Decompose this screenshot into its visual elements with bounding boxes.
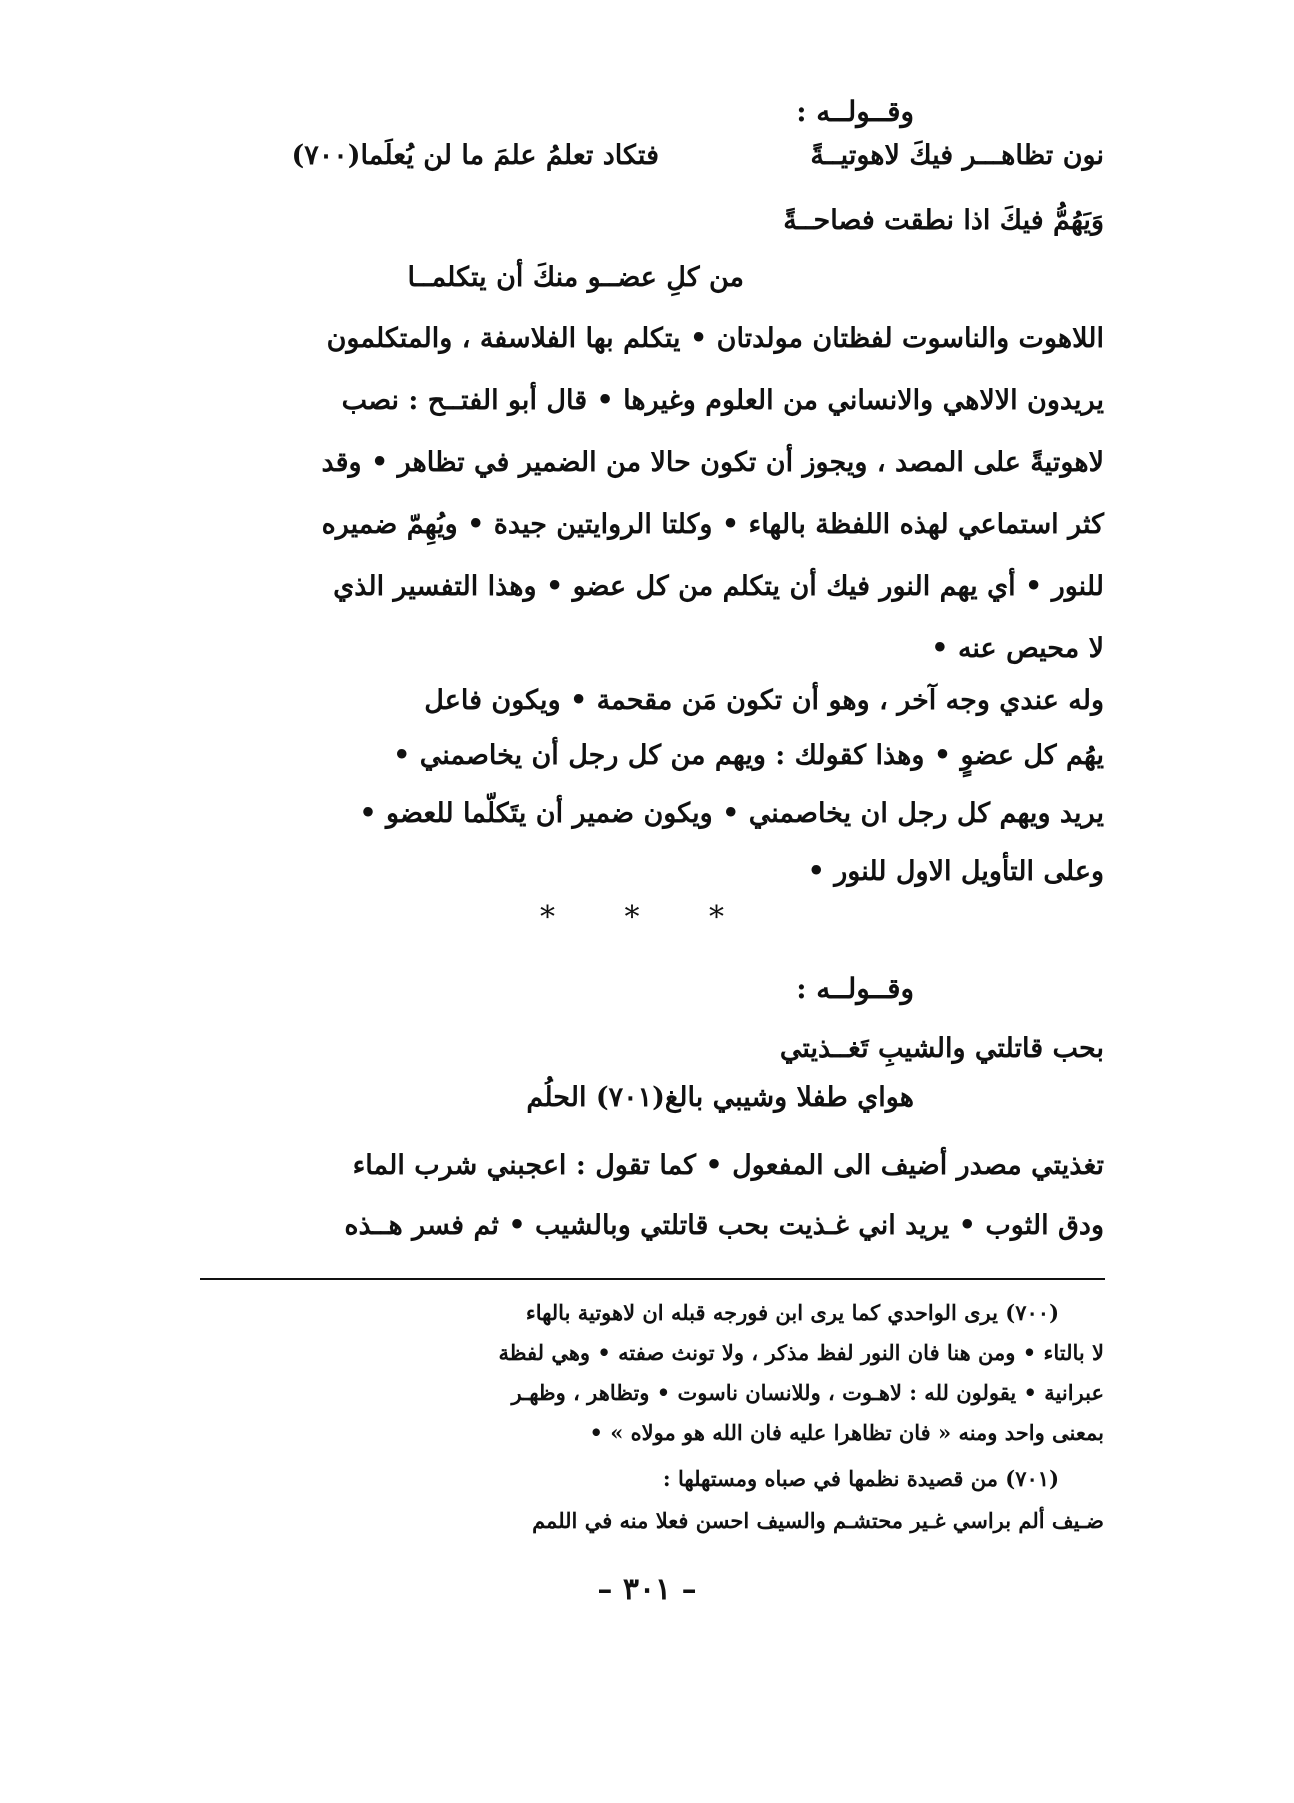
commentary-line: لاهوتيةً على المصد ، ويجوز أن تكون حالا من الضمير في تظاهر • وقد [321,447,1104,478]
commentary-line: وله عندي وجه آخر ، وهو أن تكون مَن مقحمة • ويكون فاعل [424,685,1104,716]
footnote-line: عبرانية • يقولون لله : لاهـوت ، وللانسان ناسوت • وتظاهر ، وظهـر [511,1380,1104,1405]
commentary-line: اللاهوت والناسوت لفظتان مولدتان • يتكلم بها الفلاسفة ، والمتكلمون [326,323,1104,354]
section-separator: * * * [539,900,755,935]
footnote-line: ضـيف ألم براسي غـير محتشـم والسيف احسن فعلا منه في اللمم [532,1508,1104,1533]
footnote-divider [200,1278,1105,1280]
footnote-line: (٧٠٠) يرى الواحدي كما يرى ابن فورجه قبله ان لاهوتية بالهاء [525,1300,1059,1325]
commentary-line: لا محيص عنه • [931,633,1104,664]
verse-hemistich-left: من كلِ عضــو منكَ أن يتكلمــا [407,262,744,293]
commentary-line: للنور • أي يهم النور فيك أن يتكلم من كل عضو • وهذا التفسير الذي [333,571,1104,602]
verse-hemistich-right: نون تظاهـــر فيكَ لاهوتيــةً [810,140,1104,171]
footnote-line: لا بالتاء • ومن هنا فان النور لفظ مذكر ، ولا تونث صفته • وهي لفظة [498,1340,1104,1365]
commentary-line: كثر استماعي لهذه اللفظة بالهاء • وكلتا الروايتين جيدة • ويُهِمّ ضميره [321,509,1104,540]
commentary-line: يريدون الالاهي والانساني من العلوم وغيرها • قال أبو الفتــح : نصب [341,385,1104,416]
verse-hemistich-left: فتكاد تعلمُ علمَ ما لن يُعلَما(٧٠٠) [291,140,659,171]
page-number: – ٣٠١ – [597,1572,697,1607]
commentary-line: تغذيتي مصدر أضيف الى المفعول • كما تقول : اعجبني شرب الماء [352,1150,1104,1181]
commentary-line: يريد ويهم كل رجل ان يخاصمني • ويكون ضمير أن يتَكلّما للعضو • [359,798,1104,829]
verse-hemistich-right: وَيَهُمُّ فيكَ اذا نطقت فصاحــةً [783,205,1104,236]
commentary-line: يهُم كل عضوٍ • وهذا كقولك : ويهم من كل رجل أن يخاصمني • [393,740,1104,771]
section-heading: وقــولــه : [796,95,914,128]
commentary-line: ودق الثوب • يريد اني غـذيت بحب قاتلتي وبالشيب • ثم فسر هــذه [344,1210,1104,1241]
footnote-line: (٧٠١) من قصيدة نظمها في صباه ومستهلها : [662,1466,1059,1491]
section-heading: وقــولــه : [796,972,914,1005]
verse-hemistich-right: بحب قاتلتي والشيبِ تَغــذيتي [779,1033,1104,1064]
commentary-line: وعلى التأويل الاول للنور • [807,856,1104,887]
verse-hemistich-left: هواي طفلا وشيبي بالغ(٧٠١) الحلُم [526,1082,914,1113]
footnote-line: بمعنى واحد ومنه « فان تظاهرا عليه فان الله هو مولاه » • [589,1420,1104,1445]
